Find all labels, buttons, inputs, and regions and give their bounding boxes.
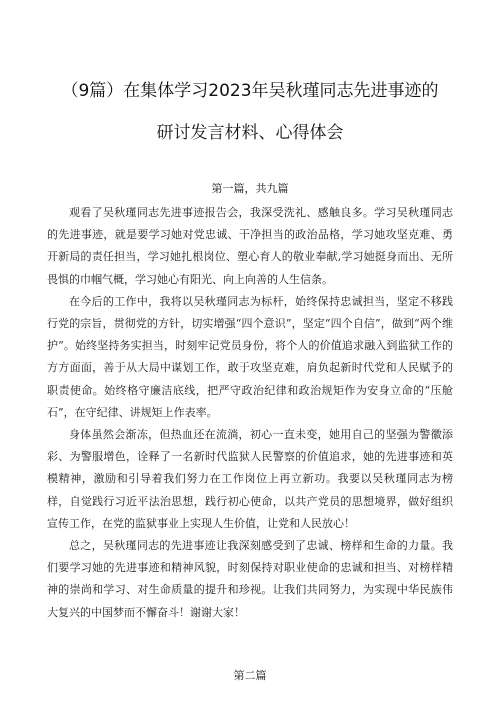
paragraph-3: 身体虽然会渐冻，但热血还在流淌，初心一直未变，她用自己的坚强为警徽添彩、为警服增色，诠释了一名新时代监狱人民警察的价值追求，她的先进事迹和英模精神，激励和引导着我们努力在工作岗位上再立新功。我要以吴秋瑾同志为榜样，自觉践行习近平法治思想，践行初心使命，以共产党员的思想境界，做好组织宣传工作，在党的监狱事业上实现人生价值，让党和人民放心！: [47, 428, 453, 530]
paragraph-2: 在今后的工作中，我将以吴秋瑾同志为标杆，始终保持忠诚担当，坚定不移践行党的宗旨，贯彻党的方针，切实增强“四个意识”，坚定“四个自信”，做到“两个维护”。始终坚持务实担当，时刻牢记党员身份，将个人的价值追求融入到监狱工作的方方面面，善于从大局中谋划工作，敢于攻坚克难，肩负起新时代党和人民赋予的职责使命。始终格守廉洁底线，把严守政治纪律和政治规矩作为安身立命的“压舱石”，在守纪律、讲规矩上作表率。: [47, 294, 453, 419]
paragraph-4: 总之，吴秋瑾同志的先进事迹让我深刻感受到了忠诚、榜样和生命的力量。我们要学习她的先进事迹和精神风貌，时刻保持对职业使命的忠诚和担当、对榜样精神的崇尚和学习、对生命质量的提升和珍视。让我们共同努力，为实现中华民族伟大复兴的中国梦而不懈奋斗！谢谢大家！: [47, 539, 453, 619]
document-body: [47, 202, 453, 624]
document-title-line-2: 研讨发言材料、心得体会: [156, 123, 344, 143]
section-heading-2: 第二篇: [233, 669, 267, 682]
paragraph-1: 观看了吴秋瑾同志先进事迹报告会，我深受洗礼、感触良多。学习吴秋瑾同志的先进事迹，就是要学习她对党忠诚、干净担当的政治品格，学习她攻坚克难、勇开新局的责任担当，学习她扎根岗位、塑心育人的敬业奉献,学习她挺身而出、无所畏惧的巾帼气概，学习她心有阳光、向上向善的人生信条。: [47, 206, 453, 286]
section-heading-1: 第一篇，共九篇: [211, 182, 289, 195]
document-title-line-1: （9篇）在集体学习2023年吴秋瑾同志先进事迹的: [61, 81, 439, 101]
